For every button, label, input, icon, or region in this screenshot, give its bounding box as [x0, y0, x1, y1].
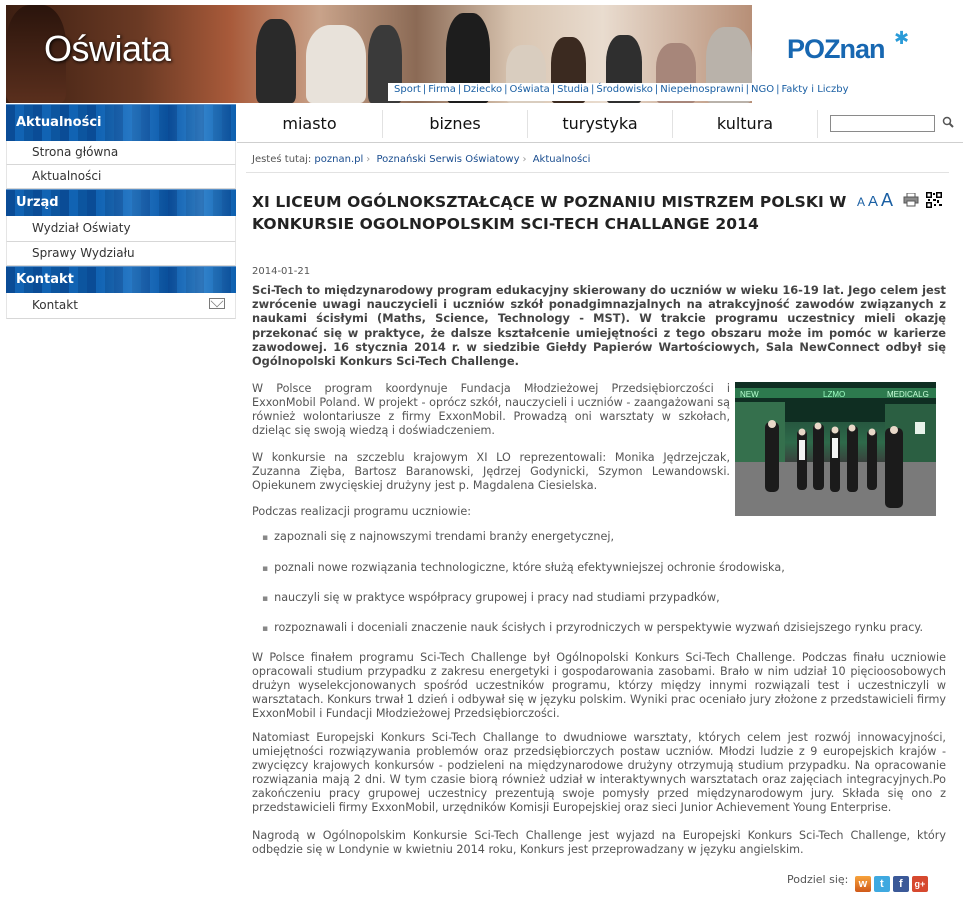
sidebar-item-wydzial-oswiaty[interactable]: Wydział Oświaty	[6, 216, 236, 242]
main-nav	[237, 104, 963, 143]
breadcrumb-serwis[interactable]: Poznański Serwis Oświatowy	[376, 154, 520, 165]
breadcrumb-aktualnosci[interactable]: Aktualności	[532, 154, 591, 165]
font-large-button[interactable]: A	[881, 190, 894, 210]
site-links: Sport | Firma | Dziecko | Oświata | Studia | Środowisko | Niepełnosprawni | NGO | Fakty i Liczby	[388, 83, 855, 101]
poznan-logo[interactable]: POZnan	[787, 34, 885, 64]
article-photo[interactable]	[735, 382, 936, 516]
site-link-dziecko[interactable]: Dziecko	[463, 84, 503, 95]
article-photo-illustration	[735, 382, 936, 516]
search-input[interactable]	[830, 115, 935, 132]
article-paragraph-5: Natomiast Europejski Konkurs Sci-Tech Challange to dwudniowe warsztaty, których celem jest rozwój innowacyjności, umiejętności rozwiązywania problemów oraz przedsiębiorczych postaw uczniów. Młodzi ludzie z 9 europejskich krajów - zwycięzcy krajowych konkursów - podzieleni na międzynarodowe drużyny otrzymują studium przypadku. Na opracowanie rozwiązania mają 2 dni. W tym czasie biorą również udział w interaktywnych warsztatach oraz zajęciach integracyjnych.Po zakończeniu pracy grupowej uczestnicy prezentują swoje pomysły przed międzynarodowym jury. Składa się ono z przedstawicieli firmy ExxonMobil, urzędników Komisji Europejskiej oraz sieci Junior Achievement Young Enterprise.	[252, 731, 946, 815]
wykop-icon[interactable]: w	[855, 876, 871, 892]
breadcrumb: Jesteś tutaj: poznan.pl › Poznański Serwis Oświatowy › Aktualności	[252, 154, 591, 165]
page-title: XI LICEUM OGÓLNOKSZTAŁCĄCE W POZNANIU MISTRZEM POLSKI W KONKURSIE OGOLNOPOLSKIM SCI-TECH CHALLANGE 2014	[252, 193, 847, 233]
oswiata-logo[interactable]: Oświata	[44, 28, 171, 69]
sidebar-item-strona-glowna[interactable]: Strona główna	[6, 141, 236, 165]
nav-turystyka[interactable]: turystyka	[562, 114, 638, 133]
site-link-srodowisko[interactable]: Środowisko	[596, 84, 653, 95]
share-label: Podziel się:	[787, 873, 849, 886]
list-item: ▪ zapoznali się z najnowszymi trendami branży energetycznej,	[262, 530, 614, 543]
site-link-niepelnosprawni[interactable]: Niepełnosprawni	[660, 84, 744, 95]
font-small-button[interactable]: A	[857, 195, 866, 209]
nav-kultura[interactable]: kultura	[716, 114, 774, 133]
site-link-fakty[interactable]: Fakty i Liczby	[781, 84, 849, 95]
article-paragraph-1: W Polsce program koordynuje Fundacja Młodzieżowej Przedsiębiorczości i ExxonMobil Poland. W projekt - oprócz szkół, nauczycieli i uczniów - zaangażowani są również wolontariusze z firmy ExxonMobil. Prowadzą oni warsztaty w szkołach, dzieląc się swoją wiedzą i doświadczeniem.	[252, 382, 730, 438]
qr-code-icon[interactable]	[926, 192, 942, 208]
site-link-firma[interactable]: Firma	[428, 84, 456, 95]
article-paragraph-6: Nagrodą w Ogólnopolskim Konkursie Sci-Tech Challenge jest wyjazd na Europejski Konkurs Sci-Tech Challenge, który odbędzie się w Londynie w kwietniu 2014 roku, Konkurs jest przeprowadzany w języku angielskim.	[252, 829, 946, 857]
list-item: ▪ rozpoznawali i doceniali znaczenie nauk ścisłych i przyrodniczych w perspektywie wyzwań dzisiejszego rynku pracy.	[262, 621, 923, 634]
twitter-icon[interactable]: t	[874, 876, 890, 892]
sidebar-item-sprawy-wydzialu[interactable]: Sprawy Wydziału	[6, 242, 236, 266]
sidebar-item-aktualnosci[interactable]: Aktualności	[6, 165, 236, 189]
nav-biznes[interactable]: biznes	[429, 114, 481, 133]
site-link-studia[interactable]: Studia	[557, 84, 589, 95]
sidebar-head-aktualnosci[interactable]: Aktualności	[6, 104, 236, 141]
facebook-icon[interactable]: f	[893, 876, 909, 892]
site-link-oswiata[interactable]: Oświata	[509, 84, 550, 95]
photo-sign-lzmo: LZMO	[823, 390, 846, 399]
site-link-ngo[interactable]: NGO	[750, 84, 775, 95]
site-link-sport[interactable]: Sport	[394, 84, 421, 95]
article-lead: Sci-Tech to międzynarodowy program edukacyjny skierowany do uczniów w wieku 16-19 lat. Jego celem jest zwrócenie uwagi nauczycieli i uczniów szkół ponadgimnazjalnych na atrakcyjność zawodów związanych z naukami ścisłymi (Maths, Science, Technology - MST). W trakcie programu uczestnicy mieli okazję przekonać się w praktyce, że dalsze kształcenie umiejętności z tego obszaru może im pomóc w karierze zawodowej. 16 stycznia 2014 r. w siedzibie Giełdy Papierów Wartościowych, Sala NewConnect odbył się Ogólnopolski Konkurs Sci-Tech Challenge.	[252, 283, 946, 369]
article-paragraph-3: Podczas realizacji programu uczniowie:	[252, 505, 471, 518]
sidebar-item-kontakt[interactable]: Kontakt	[6, 293, 236, 319]
breadcrumb-poznan[interactable]: poznan.pl	[314, 154, 364, 165]
article-paragraph-4: W Polsce finałem programu Sci-Tech Challenge był Ogólnopolski Konkurs Sci-Tech Challenge. Podczas finału uczniowie opracowali studium przypadku z zakresu energetyki i gospodarowania zasobami. Brało w nim udział 10 pięcioosobowych drużyn wyselekcjonowanych spośród uczestników programu, którzy między innymi rozwiązali test i uczestniczyli w warsztatach. Konkurs trwał 1 dzień i odbywał się w języku polskim. Wyniki prac oceniało jury złożone z przedstawicieli firmy ExxonMobil i Fundacji Młodzieżowej Przedsiębiorczości.	[252, 651, 946, 721]
list-item: ▪ nauczyli się w praktyce współpracy grupowej i pracy nad studiami przypadków,	[262, 591, 720, 604]
nav-miasto[interactable]: miasto	[282, 114, 337, 133]
photo-sign-new: NEW	[740, 390, 759, 399]
photo-sign-medical: MEDICALG	[887, 390, 929, 399]
list-item: ▪ poznali nowe rozwiązania technologiczne, które służą efektywniejszej ochronie środowiska,	[262, 561, 785, 574]
sidebar-head-kontakt[interactable]: Kontakt	[6, 266, 236, 293]
search-icon[interactable]	[942, 116, 954, 128]
font-tools	[857, 190, 942, 211]
share-bar	[787, 873, 928, 892]
sidebar	[6, 104, 236, 319]
google-plus-icon[interactable]: g+	[912, 876, 928, 892]
sidebar-head-urzad[interactable]: Urząd	[6, 189, 236, 216]
poznan-star-icon: ✱	[894, 28, 910, 49]
article-paragraph-2: W konkursie na szczeblu krajowym XI LO reprezentowali: Monika Jędrzejczak, Zuzanna Zięba, Bartosz Baranowski, Jędrzej Godynicki, Szymon Lewandowski. Opiekunem zwycięskiej drużyny jest p. Magdalena Ciesielska.	[252, 451, 730, 493]
print-icon[interactable]	[903, 193, 919, 207]
font-medium-button[interactable]: A	[868, 193, 879, 210]
mail-icon	[209, 298, 225, 309]
breadcrumb-label: Jesteś tutaj:	[252, 154, 312, 165]
article-date: 2014-01-21	[252, 266, 311, 277]
breadcrumb-divider	[246, 172, 949, 173]
